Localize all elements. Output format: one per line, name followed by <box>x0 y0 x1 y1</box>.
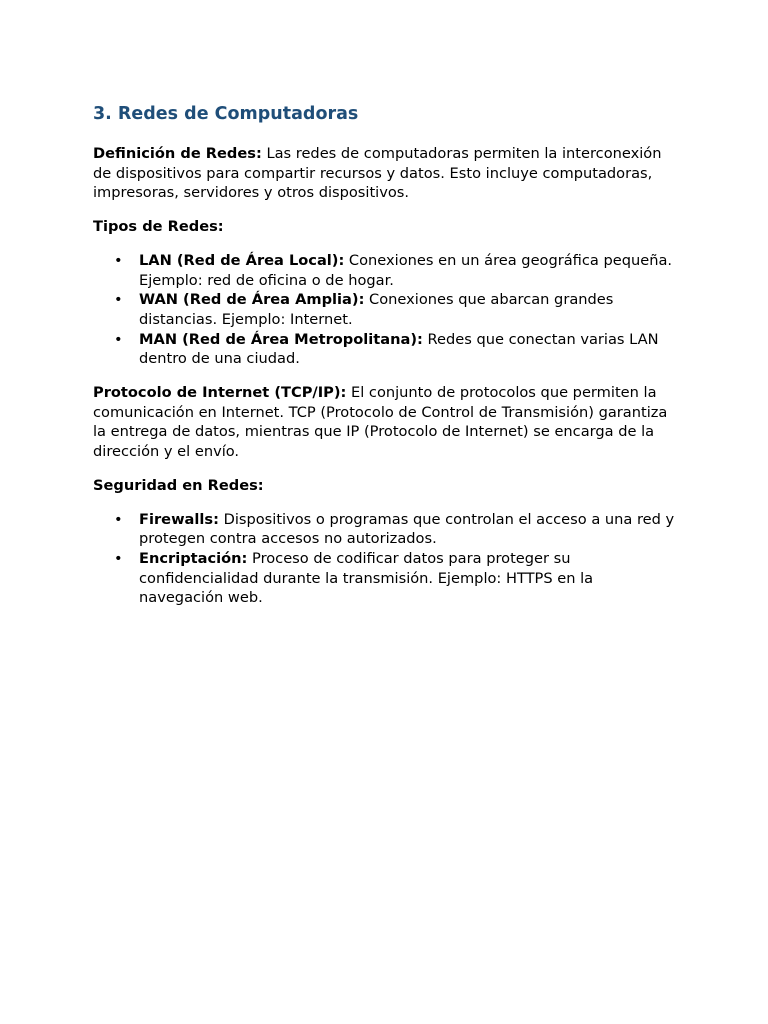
types-label <box>93 217 676 237</box>
security-label <box>93 476 676 496</box>
bullet-icon: • <box>114 510 123 528</box>
types-label-text: Tipos de Redes: <box>93 218 224 236</box>
list-item-text: Dispositivos o programas que controlan el acceso a una red y protegen contra accesos no autorizados. <box>139 510 675 548</box>
definition-label: Definición de Redes: <box>93 145 262 162</box>
protocol-label: Protocolo de Internet (TCP/IP): <box>93 384 347 402</box>
bullet-icon: • <box>114 549 123 567</box>
list-item-text: Proceso de codificar datos para proteger su confidencialidad durante la transmisión. Ejemplo: HTTPS en la navegación web. <box>139 549 594 607</box>
list-item-wan <box>114 290 676 329</box>
definition-paragraph <box>93 144 676 203</box>
list-item-label: WAN (Red de Área Amplia): <box>139 291 365 309</box>
list-item-text: Conexiones que abarcan grandes distancias. Ejemplo: Internet. <box>139 291 614 328</box>
bullet-icon: • <box>114 291 123 309</box>
list-item-label: LAN (Red de Área Local): <box>139 251 345 269</box>
section-heading: 3. Redes de Computadoras <box>93 104 359 124</box>
list-item-label: Encriptación: <box>139 549 248 567</box>
protocol-paragraph <box>93 383 676 462</box>
bullet-icon: • <box>114 330 123 348</box>
network-types-list <box>93 251 676 369</box>
list-item-text: Conexiones en un área geográfica pequeña. Ejemplo: red de oficina o de hogar. <box>139 251 673 289</box>
security-list <box>93 510 676 609</box>
list-item-label: MAN (Red de Área Metropolitana): <box>139 330 423 348</box>
security-label-text: Seguridad en Redes: <box>93 476 264 494</box>
protocol-text: El conjunto de protocolos que permiten la comunicación en Internet. TCP (Protocolo de Control de Transmisión) garantiza la entrega de datos, mientras que IP (Protocolo de Internet) se encarga de la dirección y el envío. <box>93 384 668 461</box>
list-item-encryption <box>114 549 676 608</box>
list-item-label: Firewalls: <box>139 510 219 528</box>
definition-text: Las redes de computadoras permiten la interconexión de dispositivos para compartir recursos y datos. Esto incluye computadoras, impresoras, servidores y otros dispositivos. <box>93 145 662 202</box>
list-item-firewalls <box>114 510 676 549</box>
list-item-lan <box>114 251 676 290</box>
list-item-text: Redes que conectan varias LAN dentro de una ciudad. <box>139 330 659 368</box>
list-item-man <box>114 330 676 369</box>
bullet-icon: • <box>114 251 123 269</box>
